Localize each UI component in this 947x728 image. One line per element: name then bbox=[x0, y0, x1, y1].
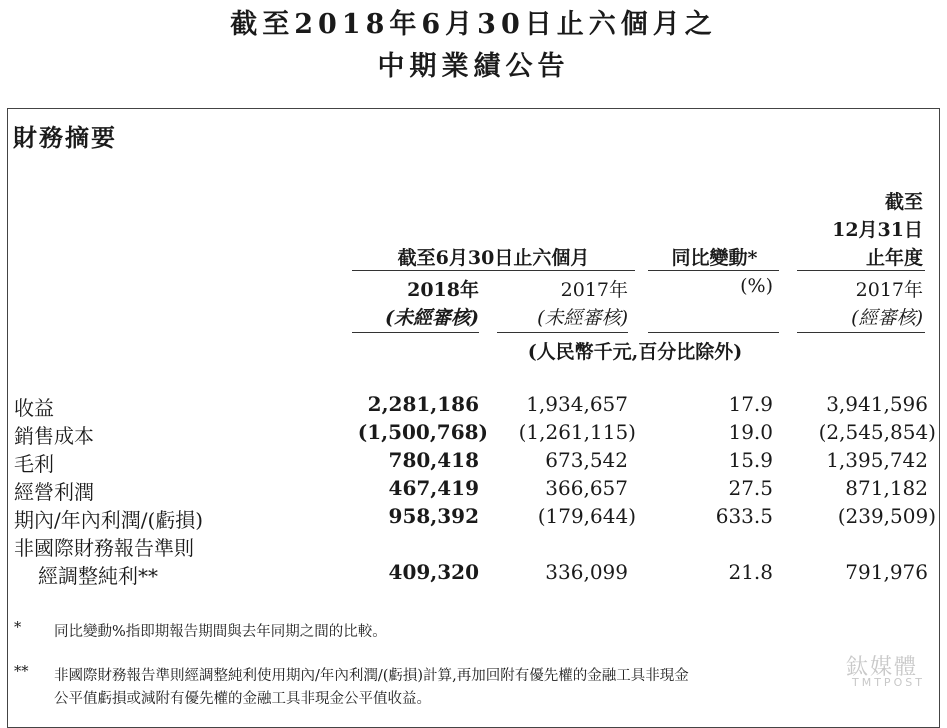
cell-2017: 336,099 bbox=[545, 560, 628, 584]
subheader-rule-2017y bbox=[797, 332, 925, 333]
row-label-operating-profit: 經營利潤 bbox=[14, 480, 94, 504]
header-rule-period bbox=[352, 270, 635, 271]
announcement-title-line1: 截至2018年6月30日止六個月之 bbox=[230, 9, 717, 40]
announcement-title-line2: 中期業績公告 bbox=[377, 51, 570, 82]
cell-yoy: 19.0 bbox=[728, 420, 773, 444]
cell-2018: 780,418 bbox=[388, 448, 479, 472]
subheader-rule-2018 bbox=[352, 332, 479, 333]
footnote-2-mark: ** bbox=[14, 664, 29, 680]
col-2017-header: 2017年 bbox=[560, 279, 628, 301]
watermark-logo-sub: TMTPOST bbox=[852, 676, 925, 689]
cell-2017-year: 3,941,596 bbox=[826, 392, 928, 416]
year-group-header-line2: 12月31日 bbox=[832, 219, 923, 241]
cell-2017: 366,657 bbox=[545, 476, 628, 500]
col-2018-subheader: (未經審核) bbox=[385, 307, 479, 329]
cell-2017: (179,644) bbox=[537, 504, 636, 528]
unit-note: (人民幣千元,百分比除外) bbox=[527, 341, 743, 363]
cell-2017-year: (2,545,854) bbox=[818, 420, 936, 444]
cell-2017-year: 871,182 bbox=[845, 476, 928, 500]
subheader-rule-2017 bbox=[497, 332, 628, 333]
cell-2018: 409,320 bbox=[388, 560, 479, 584]
cell-2017: 1,934,657 bbox=[526, 392, 628, 416]
cell-2018: 467,419 bbox=[388, 476, 479, 500]
col-2017y-subheader: (經審核) bbox=[851, 307, 923, 329]
cell-2017: (1,261,115) bbox=[518, 420, 636, 444]
header-rule-yoy bbox=[648, 270, 779, 271]
cell-2017-year: 1,395,742 bbox=[826, 448, 928, 472]
row-label-profit-loss: 期內/年內利潤/(虧損) bbox=[14, 508, 204, 532]
period-group-header: 截至6月30日止六個月 bbox=[397, 247, 590, 269]
cell-yoy: 27.5 bbox=[728, 476, 773, 500]
row-label-adjusted-net-profit: 經調整純利** bbox=[38, 564, 158, 588]
col-2017y-header: 2017年 bbox=[855, 279, 923, 301]
cell-2018: (1,500,768) bbox=[357, 420, 488, 444]
section-title: 財務摘要 bbox=[13, 123, 117, 152]
col-2018-header: 2018年 bbox=[407, 279, 479, 301]
row-label-revenue: 收益 bbox=[14, 396, 54, 420]
year-group-header-line3: 止年度 bbox=[865, 247, 923, 269]
row-label-non-ifrs: 非國際財務報告準則 bbox=[14, 536, 194, 560]
cell-2018: 958,392 bbox=[388, 504, 479, 528]
footnote-2-text-line2: 公平值虧損或減附有優先權的金融工具非現金公平值收益。 bbox=[54, 691, 431, 707]
footnote-1-mark: * bbox=[14, 620, 22, 636]
year-group-header-line1: 截至 bbox=[884, 191, 923, 213]
col-2017-subheader: (未經審核) bbox=[537, 307, 628, 329]
watermark-logo: 鈦媒體 bbox=[846, 655, 919, 680]
cell-yoy: 633.5 bbox=[715, 504, 773, 528]
header-rule-year bbox=[797, 270, 925, 271]
cell-2017-year: 791,976 bbox=[845, 560, 928, 584]
footnote-1-text: 同比變動%指即期報告期間與去年同期之間的比較。 bbox=[54, 624, 387, 640]
cell-2018: 2,281,186 bbox=[367, 392, 479, 416]
row-label-cost-of-sales: 銷售成本 bbox=[14, 424, 94, 448]
row-label-gross-profit: 毛利 bbox=[14, 452, 54, 476]
col-pct-header: (%) bbox=[740, 275, 773, 297]
cell-yoy: 17.9 bbox=[728, 392, 773, 416]
footnote-2-text-line1: 非國際財務報告準則經調整純利使用期內/年內利潤/(虧損)計算,再加回附有優先權的金融工具非現金 bbox=[54, 668, 689, 684]
yoy-group-header: 同比變動* bbox=[671, 247, 758, 269]
cell-yoy: 15.9 bbox=[728, 448, 773, 472]
cell-yoy: 21.8 bbox=[728, 560, 773, 584]
cell-2017-year: (239,509) bbox=[837, 504, 936, 528]
subheader-rule-pct bbox=[648, 332, 779, 333]
cell-2017: 673,542 bbox=[545, 448, 628, 472]
